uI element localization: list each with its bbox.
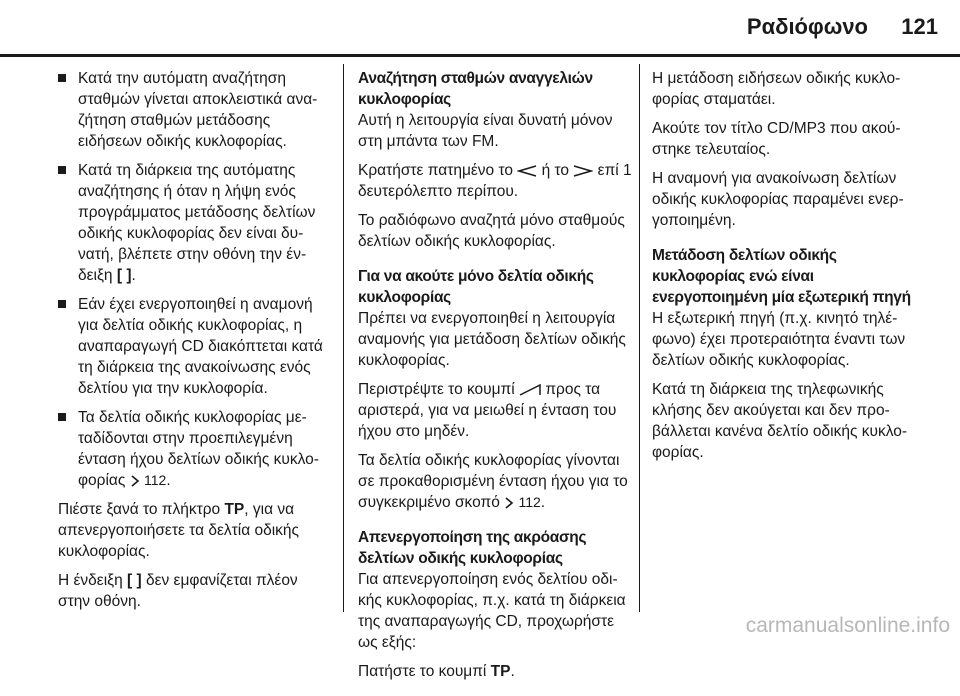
paragraph: Η αναμονή για ανακοίνωση δελτίων οδικής κυκλοφορίας παραμένει ενεργοποιημένη. <box>652 170 904 229</box>
paragraph: Πατήστε το κουμπί TP. <box>358 663 515 680</box>
column-1 <box>58 68 328 620</box>
bullet-list <box>58 68 328 491</box>
section-heading: Για να ακούτε μόνο δελτία οδικής κυκλοφορίας <box>358 268 594 306</box>
paragraph: Ακούτε τον τίτλο CD/MP3 που ακούστηκε τελευταίος. <box>652 120 901 158</box>
paragraph: Η μετάδοση ειδήσεων οδικής κυκλοφορίας σταματάει. <box>652 70 901 108</box>
seek-back-icon <box>517 165 537 177</box>
section-external-source <box>652 245 926 463</box>
tp-button-label: TP <box>490 663 511 680</box>
section-heading: Αναζήτηση σταθμών αναγγελιών κυκλοφορίας <box>358 70 593 108</box>
list-item: Εάν έχει ενεργοποιηθεί η αναμονή για δελτία οδικής κυκλοφορίας, η αναπαραγωγή CD διακόπτεται κατά τη διάρκεια της ανακοίνωσης ενός δελτίου για την κυκλοφορία. <box>58 294 328 399</box>
watermark: carmanualsonline.info <box>745 614 950 637</box>
display-indicator: [ ] <box>116 267 132 284</box>
section-heading: Απενεργοποίηση της ακρόασης δελτίων οδικής κυκλοφορίας <box>358 529 587 567</box>
bullet-icon <box>58 300 66 308</box>
section-only-traffic <box>358 266 632 513</box>
page-reference-arrow-icon[interactable] <box>504 497 514 509</box>
seek-forward-icon <box>573 165 593 177</box>
paragraph: Κρατήστε πατημένο το ή το επί 1 δευτερόλεπτο περίπου. <box>358 162 632 200</box>
list-item: Κατά τη διάρκεια της αυτόματης αναζήτησης ή όταν η λήψη ενός προγράμματος μετάδοσης δελτίων οδικής κυκλοφορίας δεν είναι δυνατή, βλέπετε στην οθόνη την ένδειξη [ ]. <box>58 160 328 286</box>
paragraph: Το ραδιόφωνο αναζητά μόνο σταθμούς δελτίων οδικής κυκλοφορίας. <box>358 212 625 250</box>
paragraph: Η ένδειξη [ ] δεν εμφανίζεται πλέον στην οθόνη. <box>58 572 298 610</box>
column-2 <box>358 68 632 696</box>
paragraph: Περιστρέψτε το κουμπί προς τα αριστερά, για να μειωθεί η ένταση του ήχου στο μηδέν. <box>358 381 617 440</box>
paragraph: Κατά τη διάρκεια της τηλεφωνικής κλήσης δεν ακούγεται και δεν προβάλλεται κανένα δελτίο οδικής κυκλοφορίας. <box>652 381 908 461</box>
section-heading: Μετάδοση δελτίων οδικής κυκλοφορίας ενώ είναι ενεργοποιημένη μία εξωτερική πηγή <box>652 247 911 306</box>
paragraph: Πρέπει να ενεργοποιηθεί η λειτουργία αναμονής για μετάδοση δελτίων οδικής κυκλοφορίας. <box>358 310 626 369</box>
header-rule <box>0 54 960 57</box>
list-item: Κατά την αυτόματη αναζήτηση σταθμών γίνεται αποκλειστικά αναζήτηση σταθμών μετάδοσης ειδήσεων οδικής κυκλοφορίας. <box>58 68 328 152</box>
page-reference[interactable]: 112 <box>518 494 541 510</box>
paragraph: Πιέστε ξανά το πλήκτρο TP, για να απενεργοποιήσετε τα δελτία οδικής κυκλοφορίας. <box>58 501 299 560</box>
column-3 <box>652 68 926 477</box>
section-traffic-search <box>358 68 632 252</box>
column-divider <box>639 64 640 612</box>
volume-knob-icon <box>519 384 541 396</box>
paragraph: Τα δελτία οδικής κυκλοφορίας γίνονται σε προκαθορισμένη ένταση ήχου για το συγκεκριμένο σκοπό 112. <box>358 452 628 511</box>
page-title: Ραδιόφωνο <box>746 14 868 39</box>
tp-button-label: TP <box>224 501 245 518</box>
display-indicator: [ ] <box>127 572 142 589</box>
page-reference[interactable]: 112 <box>143 472 167 488</box>
section-deactivate-traffic <box>358 527 632 682</box>
page-number: 121 <box>901 14 938 39</box>
paragraph: Για απενεργοποίηση ενός δελτίου οδικής κυκλοφορίας, π.χ. κατά τη διάρκεια της αναπαραγωγής CD, προχωρήστε ως εξής: <box>358 571 626 651</box>
page-reference-arrow-icon[interactable] <box>130 475 140 487</box>
paragraph: Αυτή η λειτουργία είναι δυνατή μόνον στη μπάντα των FM. <box>358 112 613 150</box>
bullet-icon <box>58 413 66 421</box>
bullet-icon <box>58 166 66 174</box>
column-divider <box>343 64 344 612</box>
paragraph: Η εξωτερική πηγή (π.χ. κινητό τηλέφωνο) έχει προτεραιότητα έναντι των δελτίων οδικής κυκλοφορίας. <box>652 310 906 369</box>
list-item: Τα δελτία οδικής κυκλοφορίας μεταδίδονται στην προεπιλεγμένη ένταση ήχου δελτίων οδικής κυκλοφορίας 112. <box>58 407 328 491</box>
bullet-icon <box>58 74 66 82</box>
